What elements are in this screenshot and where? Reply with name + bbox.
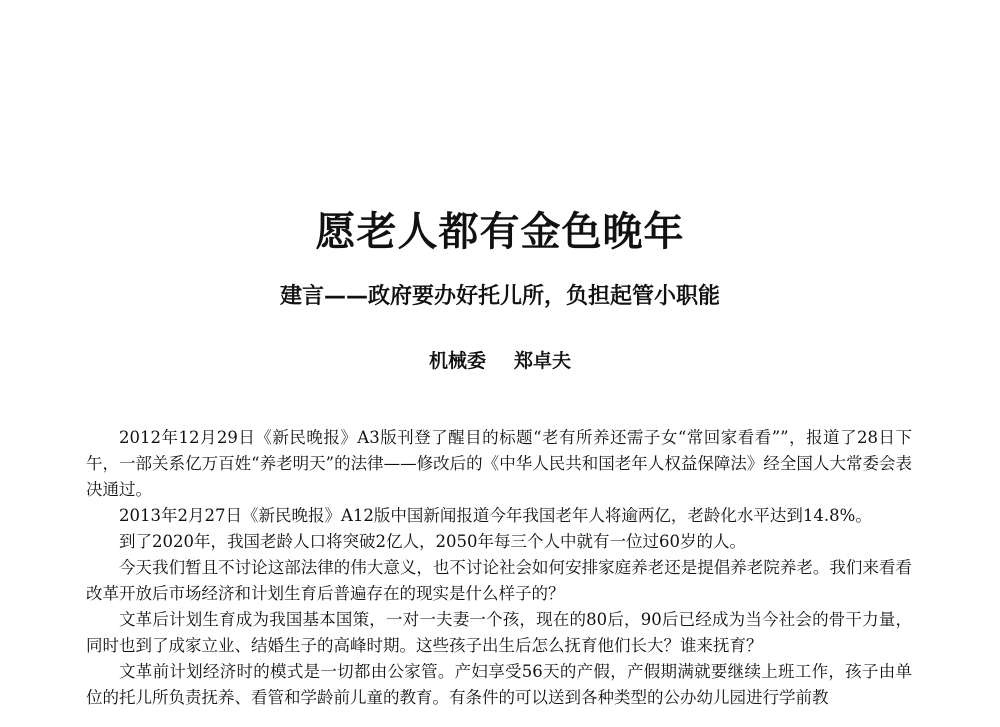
- body-paragraph: 今天我们暂且不讨论这部法律的伟大意义，也不讨论社会如何安排家庭养老还是提倡养老院养老。我们来看看改革开放后市场经济和计划生育后普遍存在的现实是什么样子的？: [86, 558, 912, 603]
- body-paragraph: 文革后计划生育成为我国基本国策，一对一夫妻一个孩，现在的80后，90后已经成为当今社会的骨干力量，同时也到了成家立业、结婚生子的高峰时期。这些孩子出生后怎么抚育他们长大？谁来抚育？: [86, 610, 912, 655]
- article-title: 愿老人都有金色晚年: [315, 209, 685, 255]
- body-paragraph: 2013年2月27日《新民晚报》A12版中国新闻报道今年我国老年人将逾两亿，老龄化水平达到14.8%。: [119, 506, 872, 525]
- author-line: [0, 346, 1000, 373]
- author-name: 郑卓夫: [514, 350, 572, 372]
- article-subtitle: 建言——政府要办好托儿所，负担起管小职能: [279, 284, 720, 309]
- body-paragraph: 文革前计划经济时的模式是一切都由公家管。产妇享受56天的产假，产假期满就要继续上班工作，孩子由单位的托儿所负责抚养、看管和学龄前儿童的教育。有条件的可以送到各种类型的公办幼儿园进行学前教: [86, 662, 912, 707]
- author-organization: 机械委: [428, 350, 486, 372]
- body-paragraph: 2012年12月29日《新民晚报》A3版刊登了醒目的标题“老有所养还需子女“常回家看看””，报道了28日下午，一部关系亿万百姓“养老明天”的法律——修改后的《中华人民共和国老年人权益保障法》经全国人大常委会表决通过。: [86, 428, 912, 499]
- body-paragraph: 到了2020年，我国老龄人口将突破2亿人，2050年每三个人中就有一位过60岁的人。: [119, 532, 746, 551]
- article-body: [86, 425, 912, 711]
